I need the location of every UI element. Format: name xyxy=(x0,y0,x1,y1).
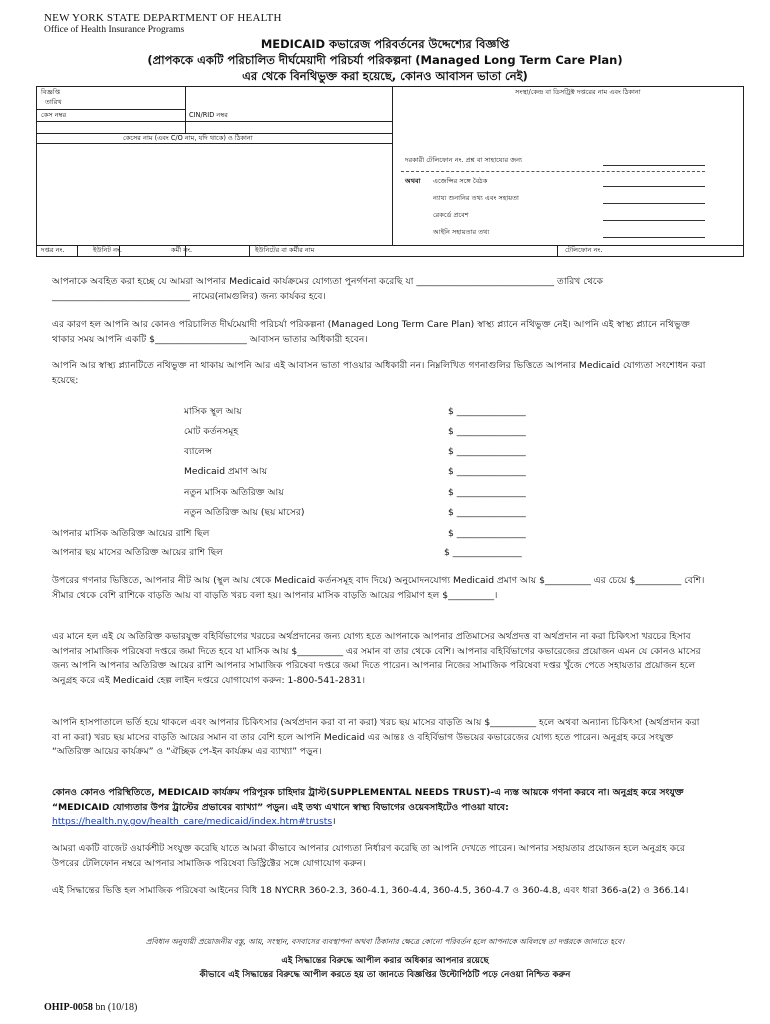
calc-label: Medicaid প্রমাণ আয় xyxy=(184,466,268,477)
calc-amount[interactable]: $ _______________ xyxy=(448,446,526,457)
monthly-excess-label: আপনার মাসিক অতিরিক্ত আয়ের রাশি ছিল xyxy=(52,528,210,539)
appeal-line-1: এই সিদ্ধান্তের বিরুদ্ধে আপীল করার অধিকার আপনার রয়েছে xyxy=(281,956,489,966)
paragraph-text: কোনও কোনও পরিস্থিতিতে, MEDICAID কার্যক্রম পরিপূরক চাহিদার ট্রাস্ট(SUPPLEMENTAL NEEDS TRUST)-এ ন্যস্ত আয়কে গণনা করবে না। অনুগ্রহ করে সংযুক্ত “MEDICAID যোগ্যতার উপর ট্রাস্টের প্রভাবের ব্যাখ্যা” পড়ুন। এই তথ্য এখানে স্বাস্থ্য বিভাগের ওয়েবসাইটেও পাওয়া যাবে: xyxy=(52,787,684,813)
fair-hearing-line[interactable] xyxy=(603,203,705,204)
legal-help-line[interactable] xyxy=(603,237,705,238)
title-line-1: MEDICAID কভারেজ পরিবর্তনের উদ্দেশ্যের বিজ্ঞপ্তি xyxy=(260,37,510,51)
legal-help-label: আইনি সহায়তার তথ্য xyxy=(433,228,490,236)
help-phone-line[interactable] xyxy=(603,165,705,166)
calc-label: ব্যালেন্স xyxy=(184,446,213,457)
monthly-excess-amount[interactable]: $ _______________ xyxy=(448,528,526,539)
cin-rid-label: CIN/RID নম্বর xyxy=(189,111,228,119)
change-notice: প্রবিধান অনুযায়ী প্রয়োজনীয় বস্তু, আয়, সংস্থান, বসবাসের ব্যবস্থাপনা অথবা ঠিকানার ক্ষেত্রে কোনো পরিবর্তন হলে আপনাকে অবিলম্বে তা দপ্তরকে জানাতে হবে। xyxy=(145,937,625,946)
case-info-grid xyxy=(36,86,744,257)
paragraph-text: । xyxy=(332,816,336,827)
calc-label: মোট কর্তনসমূহ xyxy=(184,426,239,437)
grid-rule xyxy=(392,87,393,245)
paragraph-supplemental-trust xyxy=(52,786,710,830)
notice-label: বিজ্ঞপ্তি xyxy=(41,88,61,96)
six-month-excess-amount[interactable]: $ _______________ xyxy=(444,547,522,558)
record-access-label: রেকর্ডে প্রবেশ xyxy=(433,211,469,219)
calc-amount[interactable]: $ _______________ xyxy=(448,406,526,417)
unit-no-label: ইউনিট নং. xyxy=(93,246,122,254)
paragraph-hospital xyxy=(52,716,710,760)
help-phone-label: দরকারী টেলিফোন নং. প্রশ্ন বা সাহায্যের জন্য xyxy=(405,156,522,164)
paragraph-text: এর মানে হল এই যে অতিরিক্ত কভারযুক্ত বহির্বিভাগের খরচের অর্থপ্রদানের জন্য যোগ্য হতে আপনাকে আপনার প্রতিমাসের অর্থপ্রদত্ত বা অর্থপ্রদান না করা চিকিৎসা খরচের হিসাব আপনার সামাজিক পরিষেবা দপ্তরে জমা দিতে হবে যা মাসিক আয় $__________ এর সমান বা তার থেকে বেশি। আপনার বহির্বিভাগের কভারেজের প্রয়োজন এমন যে কোনও মাসের জন্য আপনি আপনার অতিরিক্ত আয়ের রাশি আপনার সামাজিক পরিষেবা দপ্তরে জমা দিতে পারেন। আপনার নিজের সামাজিক পরিষেবা দপ্তর খুঁজে পেতে সহায়তার প্রয়োজন হলে অনুগ্রহ করে এই Medicaid হেল্প লাইন দপ্তরে যোগাযোগ করুন: 1-800-541-2831। xyxy=(52,631,701,686)
paragraph-worksheet xyxy=(52,842,710,871)
form-suffix: bn (10/18) xyxy=(95,1002,138,1013)
paragraph-text: এর কারণ হল আপনি আর কোনও পরিচালিত দীর্ঘমেয়াদী পরিচর্যা পরিকল্পনা (Managed Long Term Care Plan) স্বাস্থ্য প্ল্যানে নথিভুক্ত নেই। আপনি এই স্বাস্থ্য প্ল্যানে নথিভুক্ত থাকার সময় আপনি একটি $____________________ আবাসন ভাতার অধিকারী হবেন। xyxy=(52,319,690,345)
form-number xyxy=(44,1002,137,1013)
trusts-link[interactable]: https://health.ny.gov/health_care/medicaid/index.htm#trusts xyxy=(52,816,333,827)
paragraph-reason xyxy=(52,318,710,347)
calc-label: নতুন অতিরিক্ত আয় (ছয় মাসের) xyxy=(184,507,305,518)
title-line-3: এর থেকে বিনথিভুক্ত করা হয়েছে, কোনও আবাসন ভাতা নেই) xyxy=(242,69,528,83)
paragraph-net-income xyxy=(52,574,710,603)
office-name: Office of Health Insurance Programs xyxy=(44,25,185,35)
agency-conference-label: এজেন্সির সঙ্গে বৈঠক xyxy=(433,177,488,185)
paragraph-excess-meaning xyxy=(52,630,710,688)
calc-amount[interactable]: $ _______________ xyxy=(448,487,526,498)
paragraph-text: আমরা একটি বাজেট ওয়ার্কশীট সংযুক্ত করেছি যাতে আমরা কীভাবে আপনার যোগ্যতা নির্ধারণ করেছি তা আপনি দেখতে পারেন। আপনার সহায়তার প্রয়োজন হলে অনুগ্রহ করে উপরের টেলিফোন নম্বরে আপনার সামাজিক পরিষেবা ডিস্ট্রিক্টের সঙ্গে যোগাযোগ করুন। xyxy=(52,843,685,869)
notice-title xyxy=(30,36,740,84)
worker-no-label: কর্মী নং. xyxy=(171,246,193,254)
grid-rule xyxy=(37,245,743,246)
grid-rule xyxy=(37,121,392,122)
record-access-line[interactable] xyxy=(603,220,705,221)
dashed-separator xyxy=(401,171,705,172)
six-month-excess-label: আপনার ছয় মাসের অতিরিক্ত আয়ের রাশি ছিল xyxy=(52,547,224,558)
grid-rule xyxy=(77,245,78,257)
paragraph-text: আপনি আর স্বাস্থ্য প্ল্যানটিতে নথিভুক্ত না থাকায় আপনি আর এই আবাসন ভাতা পাওয়ার অধিকারী নন। নিম্নলিখিত গণনাগুলির ভিত্তিতে আপনার Medicaid যোগ্যতা সংশোধন করা হয়েছে: xyxy=(52,360,706,386)
paragraph-text: এই সিদ্ধান্তের ভিত্তি হল সামাজিক পরিষেবা আইনের বিধি 18 NYCRR 360-2.3, 360-4.1, 360-4.4, 360-4.5, 360-4.7 ও 360-4.8, এবং ধারা 366-a(2) ও 366.14। xyxy=(52,885,689,896)
form-code: OHIP-0058 xyxy=(44,1002,93,1013)
calc-amount[interactable]: $ _______________ xyxy=(448,507,526,518)
grid-rule xyxy=(557,245,558,257)
calc-amount[interactable]: $ _______________ xyxy=(448,466,526,477)
paragraph-text: আপনাকে অবহিত করা হচ্ছে যে আমরা আপনার Medicaid কার্যক্রমের যোগ্যতা পুনর্গণনা করেছি যা ______________________________ তারিখ থেকে ______________________________ নামের(নামগুলির) জন্য কার্যকর হবে। xyxy=(52,276,604,302)
case-name-address-label: কেসের নাম (এবং C/O নাম, যদি থাকে) ও ঠিকানা xyxy=(123,134,253,142)
fair-hearing-label: ন্যায্য শুনানির তথ্য এবং সহায়তা xyxy=(433,194,519,202)
agency-conference-line[interactable] xyxy=(603,186,705,187)
grid-rule xyxy=(185,87,186,133)
appeal-line-2: কীভাবে এই সিদ্ধান্তের বিরুদ্ধে আপীল করতে হয় তা জানতে বিজ্ঞপ্তির উল্টোপিঠটি পড়ে নেওয়া নিশ্চিত করুন xyxy=(199,970,571,980)
agency-address-label: সংস্থা/কেন্দ্র বা ডিসট্রিক্ট দপ্তরের নাম এবং ঠিকানা xyxy=(515,88,641,96)
paragraph-text: আপনি হাসপাতালে ভর্তি হয়ে থাকলে এবং আপনার চিকিৎসার (অর্থপ্রদান করা বা না করা) খরচ ছয় মাসের বাড়তি আয় $__________ হলে অথবা অন্যান্য চিকিৎসা (অর্থপ্রদান করা বা না করা) খরচ ছয় মাসের বাড়তি আয়ের সমান বা তার বেশি হলে আপনি Medicaid এর আন্তঃ ও বহির্বিভাগ উভয়ের কভারেজের যোগ্য হতে পারেন। অনুগ্রহ করে সংযুক্ত “অতিরিক্ত আয়ের কার্যক্রম” ও “ঐচ্ছিক পে-ইন কার্যক্রম এর ব্যাখ্যা” পড়ুন। xyxy=(52,717,700,757)
unit-worker-name-label: ইউনিটের বা কর্মীর নাম xyxy=(255,246,315,254)
appeal-notice xyxy=(30,954,740,982)
agency-name: NEW YORK STATE DEPARTMENT OF HEALTH xyxy=(44,12,282,24)
grid-rule xyxy=(37,143,392,144)
calc-label: মাসিক স্থূল আয় xyxy=(184,406,242,417)
agency-header xyxy=(44,12,282,36)
grid-rule xyxy=(37,109,185,110)
title-line-2: (প্রাপককে একটি পরিচালিত দীর্ঘমেয়াদী পরিচর্যা পরিকল্পনা (Managed Long Term Care Plan) xyxy=(147,53,623,67)
grid-rule xyxy=(249,245,250,257)
case-number-label: কেস নম্বর xyxy=(41,111,67,119)
paragraph-no-allowance xyxy=(52,359,710,388)
date-label: তারিখ xyxy=(45,98,62,106)
calc-label: নতুন মাসিক অতিরিক্ত আয় xyxy=(184,487,284,498)
calc-amount[interactable]: $ _______________ xyxy=(448,426,526,437)
telephone-no-label: টেলিফোন নং. xyxy=(565,246,603,254)
paragraph-recalculation xyxy=(52,275,710,304)
paragraph-legal-basis xyxy=(52,884,710,899)
paragraph-text: উপরের গণনার ভিত্তিতে, আপনার নীট আয় (স্থূল আয় থেকে Medicaid কর্তনসমূহ বাদ দিয়ে) অনুমোদনযোগ্য Medicaid প্রমাণ আয় $__________ এর চেয়ে $__________ বেশি। সীমার থেকে বেশি রাশিকে বাড়তি আয় বা বাড়তি খরচ বলা হয়। আপনার মাসিক বাড়তি আয়ের পরিমাণ হল $__________। xyxy=(52,575,705,601)
office-no-label: দপ্তর নং. xyxy=(41,246,65,254)
or-label: অথবা xyxy=(405,177,421,185)
